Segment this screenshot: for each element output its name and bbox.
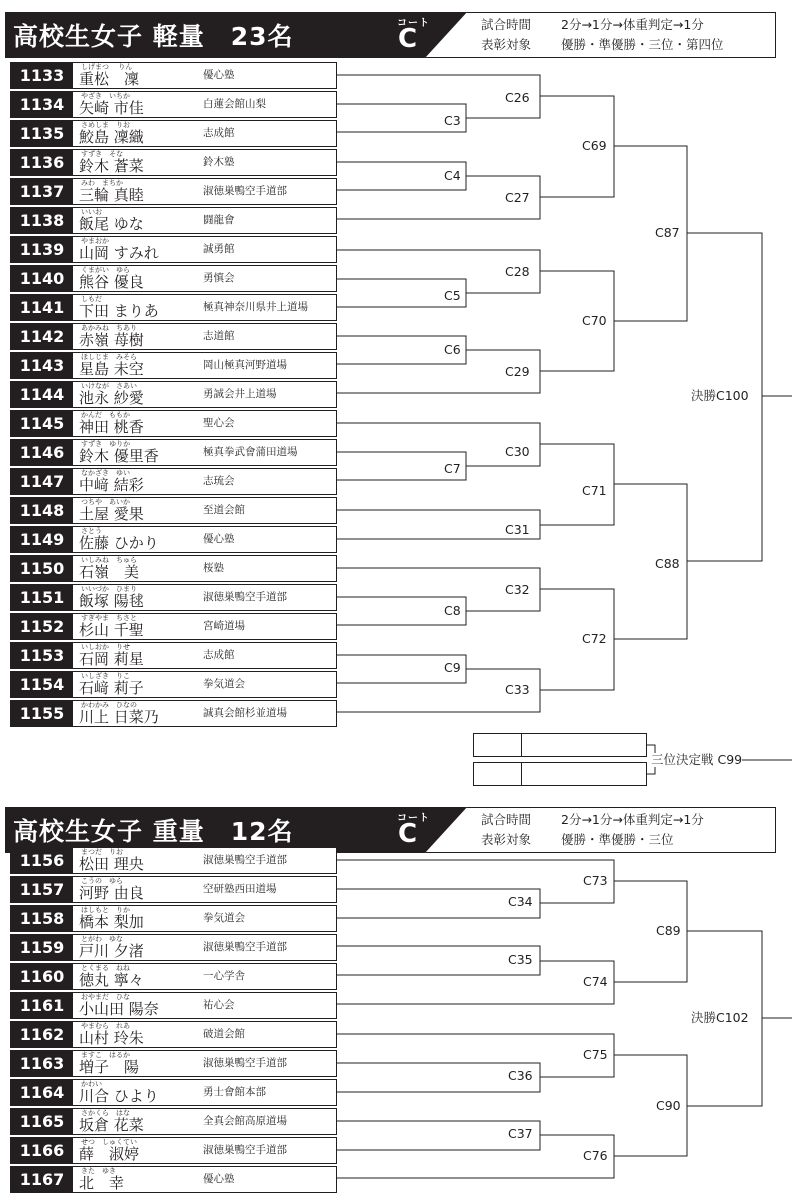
competitor-name: 川上 日菜乃 xyxy=(79,708,159,726)
competitor-dojo: 淑徳巣鴨空手道部 xyxy=(203,1057,287,1069)
competitor-name: 河野 由良 xyxy=(79,884,144,902)
competitor-dojo: 至道会館 xyxy=(203,504,245,516)
competitor-row xyxy=(10,207,337,234)
competitor-name: 星島 未空 xyxy=(79,360,144,378)
competitor-row xyxy=(10,178,337,205)
competitor-furigana: なかざき ゆい xyxy=(81,469,130,477)
competitor-row xyxy=(10,410,337,437)
competitor-dojo: 優心塾 xyxy=(203,533,235,545)
competitor-number: 1150 xyxy=(11,556,73,581)
competitor-furigana: いしみね ちゅら xyxy=(81,556,137,564)
competitor-number: 1143 xyxy=(11,353,73,378)
competitor-furigana: しもだ xyxy=(81,295,102,303)
competitor-row xyxy=(10,497,337,524)
match-label: C70 xyxy=(582,313,607,328)
competitor-name: 松田 理央 xyxy=(79,855,144,873)
competitor-dojo: 優心塾 xyxy=(203,1173,235,1185)
competitor-number: 1163 xyxy=(11,1051,73,1076)
competitor-dojo: 拳気道会 xyxy=(203,678,245,690)
competitor-row xyxy=(10,1108,337,1135)
competitor-dojo: 勇慎会 xyxy=(203,272,235,284)
competitor-row xyxy=(10,91,337,118)
competitor-name: 中﨑 結彩 xyxy=(79,476,144,494)
section-title: 高校生女子 軽量 23名 xyxy=(13,22,294,51)
competitor-furigana: いいづか ひまり xyxy=(81,585,137,593)
competitor-number: 1139 xyxy=(11,237,73,262)
competitor-dojo: 淑徳巣鴨空手道部 xyxy=(203,941,287,953)
competitor-furigana: いけなが さあい xyxy=(81,382,137,390)
competitor-name: 石岡 莉星 xyxy=(79,650,144,668)
competitor-furigana: かわかみ ひなの xyxy=(81,701,137,709)
competitor-name: 石﨑 莉子 xyxy=(79,679,144,697)
match-label: C29 xyxy=(505,364,530,379)
competitor-number: 1159 xyxy=(11,935,73,960)
competitor-dojo: 宮崎道場 xyxy=(203,620,245,632)
competitor-dojo: 誠勇館 xyxy=(203,243,235,255)
competitor-row xyxy=(10,149,337,176)
competitor-number: 1152 xyxy=(11,614,73,639)
match-label: C6 xyxy=(444,342,461,357)
competitor-name: 小山田 陽奈 xyxy=(79,1000,159,1018)
competitor-name: 飯尾 ゆな xyxy=(79,215,144,233)
competitor-dojo: 闘龍會 xyxy=(203,214,235,226)
competitor-number: 1155 xyxy=(11,701,73,726)
competitor-name: 熊谷 優良 xyxy=(79,273,144,291)
competitor-row xyxy=(10,62,337,89)
third-place-slot xyxy=(473,733,647,757)
match-label: C90 xyxy=(656,1098,681,1113)
competitor-name: 石嶺 美 xyxy=(79,563,140,581)
competitor-number: 1161 xyxy=(11,993,73,1018)
bracket-section-heavyweight xyxy=(0,795,792,1200)
competitor-name: 山岡 すみれ xyxy=(79,244,159,262)
court-label: コート xyxy=(397,18,430,29)
competitor-number: 1162 xyxy=(11,1022,73,1047)
competitor-dojo: 祐心会 xyxy=(203,999,235,1011)
match-label: C28 xyxy=(505,264,530,279)
competitor-name: 徳丸 寧々 xyxy=(79,971,144,989)
competitor-furigana: きた ゆき xyxy=(81,1167,116,1175)
competitor-number: 1140 xyxy=(11,266,73,291)
match-label: C71 xyxy=(582,483,607,498)
competitor-dojo: 志成館 xyxy=(203,649,235,661)
competitor-dojo: 聖心会 xyxy=(203,417,235,429)
competitor-row xyxy=(10,1137,337,1164)
competitor-furigana: いしざき りこ xyxy=(81,672,130,680)
competitor-name: 池永 紗愛 xyxy=(79,389,144,407)
competitor-dojo: 勇士會館本部 xyxy=(203,1086,266,1098)
competitor-row xyxy=(10,555,337,582)
competitor-name: 坂倉 花菜 xyxy=(79,1116,144,1134)
competitor-name: 土屋 愛果 xyxy=(79,505,144,523)
match-label: C31 xyxy=(505,522,530,537)
match-label: C33 xyxy=(505,682,530,697)
competitor-name: 鈴木 優里香 xyxy=(79,447,159,465)
match-label: C3 xyxy=(444,113,461,128)
competitor-number: 1151 xyxy=(11,585,73,610)
competitor-name: 飯塚 陽毬 xyxy=(79,592,144,610)
competitor-number: 1158 xyxy=(11,906,73,931)
competitor-row xyxy=(10,1079,337,1106)
competitor-row xyxy=(10,700,337,727)
competitor-dojo: 志道館 xyxy=(203,330,235,342)
final-match-label: 決勝C100 xyxy=(691,388,749,403)
competitor-name: 神田 桃香 xyxy=(79,418,144,436)
competitor-number: 1156 xyxy=(11,848,73,873)
competitor-row xyxy=(10,1050,337,1077)
competitor-number: 1136 xyxy=(11,150,73,175)
competitor-row xyxy=(10,992,337,1019)
match-label: C69 xyxy=(582,138,607,153)
competitor-number: 1144 xyxy=(11,382,73,407)
competitor-dojo: 優心塾 xyxy=(203,69,235,81)
competitor-number: 1146 xyxy=(11,440,73,465)
match-label: C36 xyxy=(508,1068,533,1083)
competitor-row xyxy=(10,642,337,669)
competitor-row xyxy=(10,934,337,961)
match-label: C75 xyxy=(583,1047,608,1062)
competitor-furigana: せつ しゅくてい xyxy=(81,1138,137,1146)
competitor-furigana: はしもと りか xyxy=(81,906,130,914)
competitor-name: 北 幸 xyxy=(79,1174,125,1192)
match-label: C76 xyxy=(583,1148,608,1163)
court-letter: C xyxy=(398,819,418,849)
competitor-furigana: やざき いちか xyxy=(81,92,130,100)
competitor-furigana: あかみね ちあり xyxy=(81,324,137,332)
competitor-dojo: 志成館 xyxy=(203,127,235,139)
competitor-furigana: かわい xyxy=(81,1080,102,1088)
competitor-row xyxy=(10,439,337,466)
competitor-number: 1137 xyxy=(11,179,73,204)
competitor-row xyxy=(10,236,337,263)
competitor-dojo: 全真会館高原道場 xyxy=(203,1115,287,1127)
competitor-dojo: 空研塾西田道場 xyxy=(203,883,277,895)
competitor-name: 赤嶺 苺樹 xyxy=(79,331,144,349)
competitor-row xyxy=(10,468,337,495)
competitor-furigana: とくまる ねね xyxy=(81,964,130,972)
competitor-dojo: 鈴木塾 xyxy=(203,156,235,168)
match-label: C72 xyxy=(582,631,607,646)
competitor-furigana: やまおか xyxy=(81,237,109,245)
competitor-dojo: 桜塾 xyxy=(203,562,224,574)
match-label: C73 xyxy=(583,873,608,888)
award-value: 優勝・準優勝・三位 xyxy=(561,832,674,847)
competitor-name: 薛 淑婷 xyxy=(79,1145,140,1163)
match-time-label: 試合時間 xyxy=(481,17,532,32)
competitor-furigana: みわ まちか xyxy=(81,179,123,187)
competitor-row xyxy=(10,265,337,292)
final-match-label: 決勝C102 xyxy=(691,1010,749,1025)
match-label: C26 xyxy=(505,90,530,105)
match-label: C34 xyxy=(508,894,533,909)
competitor-furigana: こうの ゆら xyxy=(81,877,123,885)
competitor-furigana: おやまだ ひな xyxy=(81,993,130,1001)
match-label: C7 xyxy=(444,461,461,476)
competitor-name: 三輪 真睦 xyxy=(79,186,144,204)
competitor-row xyxy=(10,294,337,321)
competitor-furigana: つちや あいか xyxy=(81,498,130,506)
competitor-row xyxy=(10,847,337,874)
match-label: C88 xyxy=(655,556,680,571)
competitor-name: 下田 まりあ xyxy=(79,302,159,320)
competitor-number: 1147 xyxy=(11,469,73,494)
competitor-row xyxy=(10,381,337,408)
competitor-furigana: ほしじま みそら xyxy=(81,353,137,361)
competitor-number: 1134 xyxy=(11,92,73,117)
competitor-row xyxy=(10,352,337,379)
competitor-furigana: さめしま りお xyxy=(81,121,130,129)
competitor-number: 1145 xyxy=(11,411,73,436)
match-label: C89 xyxy=(656,923,681,938)
competitor-dojo: 淑徳巣鴨空手道部 xyxy=(203,591,287,603)
match-time-label: 試合時間 xyxy=(481,812,532,827)
competitor-number: 1153 xyxy=(11,643,73,668)
award-label: 表彰対象 xyxy=(481,832,532,847)
match-label: C4 xyxy=(444,168,461,183)
match-label: C8 xyxy=(444,603,461,618)
competitor-number: 1167 xyxy=(11,1167,73,1192)
competitor-furigana: すずき そな xyxy=(81,150,124,158)
competitor-dojo: 淑徳巣鴨空手道部 xyxy=(203,854,287,866)
competitor-name: 矢崎 市佳 xyxy=(79,99,144,117)
competitor-name: 佐藤 ひかり xyxy=(79,534,159,552)
competitor-furigana: くまがい ゆら xyxy=(81,266,130,274)
competitor-row xyxy=(10,876,337,903)
competitor-number: 1165 xyxy=(11,1109,73,1134)
third-place-label: 三位決定戦 C99 xyxy=(651,752,743,767)
competitor-number: 1160 xyxy=(11,964,73,989)
match-label: C74 xyxy=(583,974,608,989)
competitor-furigana: やまむら れあ xyxy=(81,1022,130,1030)
competitor-row xyxy=(10,323,337,350)
competitor-row xyxy=(10,1021,337,1048)
competitor-furigana: さかくら はな xyxy=(81,1109,130,1117)
competitor-number: 1135 xyxy=(11,121,73,146)
match-label: C35 xyxy=(508,952,533,967)
competitor-furigana: いしおか りせ xyxy=(81,643,130,651)
competitor-furigana: しげまつ りん xyxy=(81,63,133,71)
competitor-dojo: 破道会館 xyxy=(203,1028,245,1040)
competitor-furigana: ますこ はるか xyxy=(81,1051,130,1059)
match-label: C5 xyxy=(444,288,461,303)
competitor-name: 重松 凜 xyxy=(79,70,140,88)
competitor-row xyxy=(10,671,337,698)
competitor-number: 1148 xyxy=(11,498,73,523)
competitor-number: 1141 xyxy=(11,295,73,320)
competitor-furigana: いいお xyxy=(81,208,102,216)
third-place-slot xyxy=(473,762,647,786)
competitor-number: 1157 xyxy=(11,877,73,902)
competitor-dojo: 誠真会館杉並道場 xyxy=(203,707,287,719)
competitor-dojo: 岡山極真河野道場 xyxy=(203,359,287,371)
match-time-value: 2分→1分→体重判定→1分 xyxy=(561,812,704,827)
competitor-number: 1154 xyxy=(11,672,73,697)
competitor-furigana: さとう xyxy=(81,527,102,535)
competitor-dojo: 白蓮会館山梨 xyxy=(203,98,266,110)
competitor-dojo: 極真拳武會蒲田道場 xyxy=(203,446,298,458)
match-label: C9 xyxy=(444,660,461,675)
competitor-row xyxy=(10,905,337,932)
match-label: C32 xyxy=(505,582,530,597)
competitor-furigana: まつだ りお xyxy=(81,848,123,856)
competitor-furigana: すぎやま ちさと xyxy=(81,614,137,622)
award-value: 優勝・準優勝・三位・第四位 xyxy=(561,37,724,52)
competitor-name: 鮫島 凜織 xyxy=(79,128,144,146)
competitor-name: 橋本 梨加 xyxy=(79,913,144,931)
competitor-number: 1149 xyxy=(11,527,73,552)
competitor-name: 杉山 千聖 xyxy=(79,621,144,639)
competitor-number: 1142 xyxy=(11,324,73,349)
competitor-furigana: すずき ゆりか xyxy=(81,440,131,448)
match-time-value: 2分→1分→体重判定→1分 xyxy=(561,17,704,32)
competitor-number: 1138 xyxy=(11,208,73,233)
competitor-furigana: かんだ ももか xyxy=(81,411,130,419)
award-label: 表彰対象 xyxy=(481,37,532,52)
competitor-name: 戸川 夕渚 xyxy=(79,942,144,960)
competitor-dojo: 極真神奈川県井上道場 xyxy=(203,301,308,313)
competitor-row xyxy=(10,584,337,611)
competitor-dojo: 一心学舎 xyxy=(203,970,245,982)
competitor-name: 鈴木 蒼菜 xyxy=(79,157,144,175)
competitor-row xyxy=(10,526,337,553)
competitor-number: 1164 xyxy=(11,1080,73,1105)
competitor-furigana: とがわ ゆな xyxy=(81,935,123,943)
competitor-dojo: 志琉会 xyxy=(203,475,235,487)
match-label: C30 xyxy=(505,444,530,459)
match-label: C27 xyxy=(505,190,530,205)
competitor-row xyxy=(10,120,337,147)
competitor-name: 増子 陽 xyxy=(79,1058,140,1076)
section-title: 高校生女子 重量 12名 xyxy=(13,817,294,846)
match-label: C37 xyxy=(508,1126,533,1141)
match-label: C87 xyxy=(655,225,680,240)
competitor-row xyxy=(10,1166,337,1193)
competitor-dojo: 勇誠会井上道場 xyxy=(203,388,277,400)
court-letter: C xyxy=(398,24,418,54)
competitor-number: 1133 xyxy=(11,63,73,88)
competitor-dojo: 拳気道会 xyxy=(203,912,245,924)
competitor-number: 1166 xyxy=(11,1138,73,1163)
competitor-name: 山村 玲朱 xyxy=(79,1029,144,1047)
competitor-row xyxy=(10,963,337,990)
competitor-dojo: 淑徳巣鴨空手道部 xyxy=(203,1144,287,1156)
competitor-dojo: 淑徳巣鴨空手道部 xyxy=(203,185,287,197)
competitor-name: 川合 ひより xyxy=(79,1087,159,1105)
competitor-row xyxy=(10,613,337,640)
court-label: コート xyxy=(397,813,430,824)
